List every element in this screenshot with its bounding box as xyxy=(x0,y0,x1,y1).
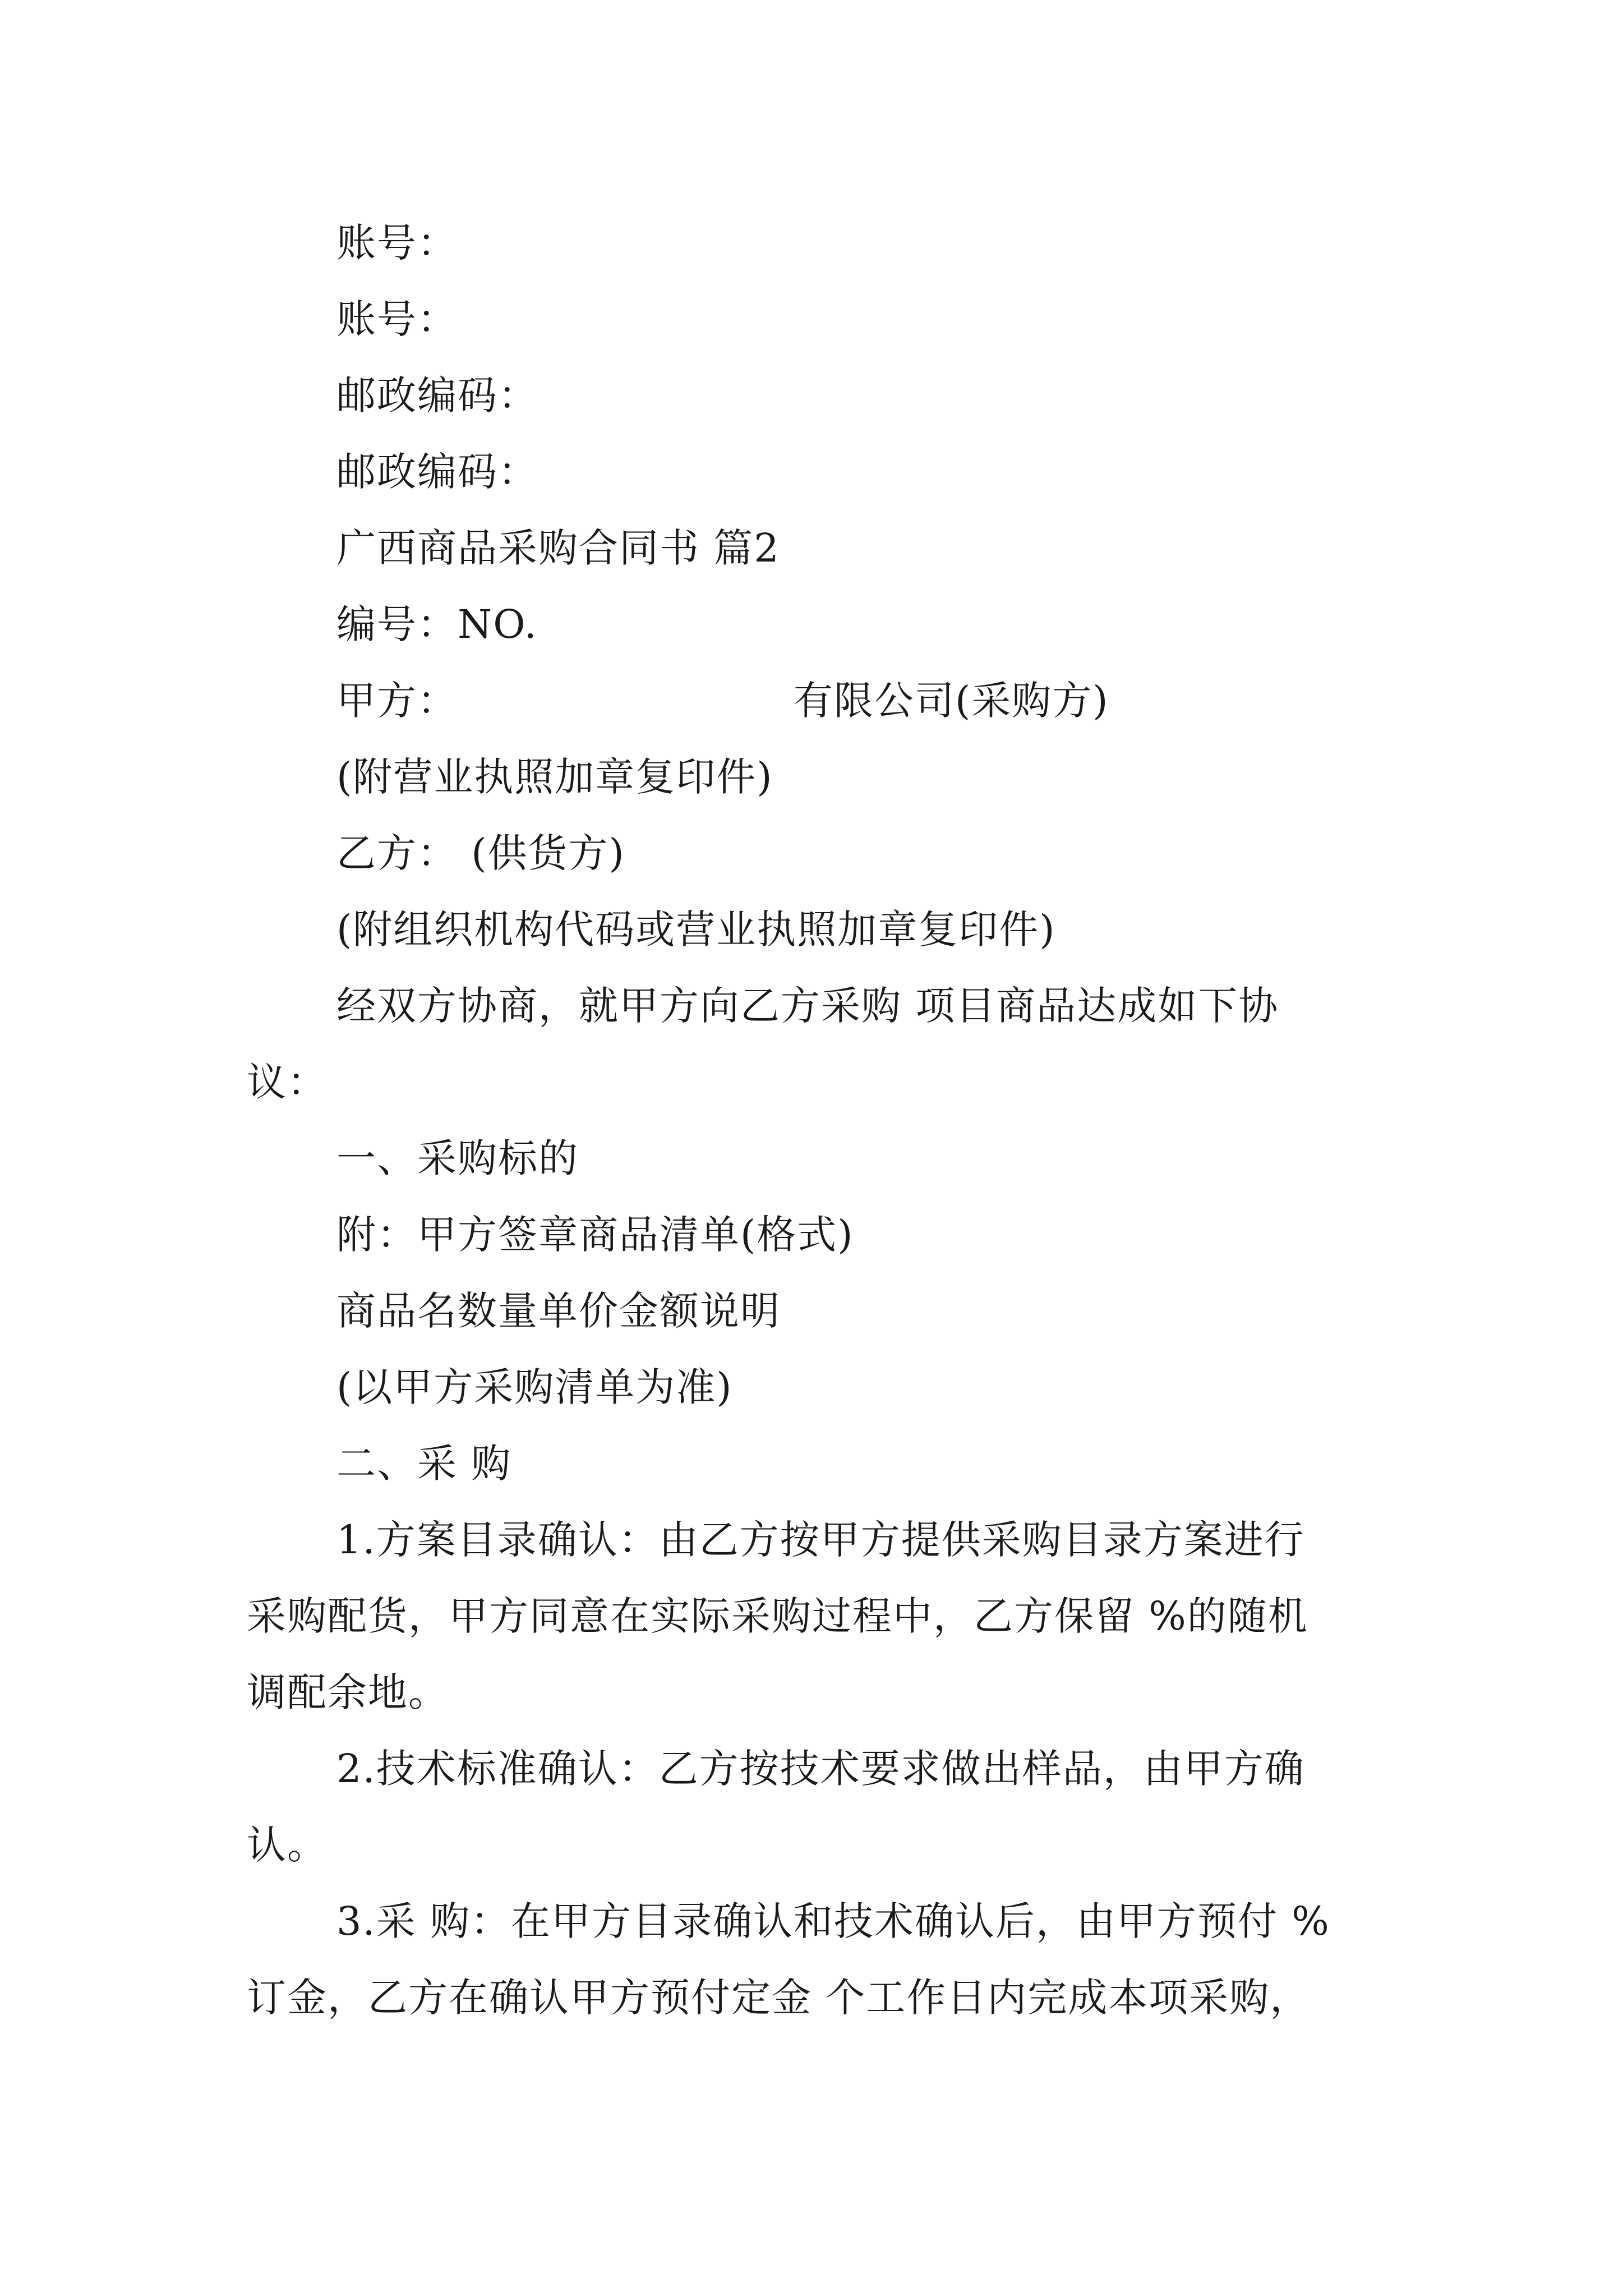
postal-code-line: 邮政编码： xyxy=(336,449,538,495)
contract-number-line: 编号：NO. xyxy=(336,601,538,647)
paragraph-line: 1.方案目录确认：由乙方按甲方提供采购目录方案进行 xyxy=(336,1517,1305,1563)
party-a-company: 有限公司(采购方) xyxy=(794,678,1109,724)
paragraph-line: 认。 xyxy=(247,1822,328,1868)
paragraph-line: 3.采 购：在甲方目录确认和技术确认后，由甲方预付 % xyxy=(336,1898,1330,1944)
account-number-line: 账号： xyxy=(336,296,458,342)
party-a-label: 甲方： xyxy=(336,678,458,724)
paragraph-line: 商品名数量单价金额说明 xyxy=(336,1288,781,1334)
party-a-note: (附营业执照加章复印件) xyxy=(336,754,773,800)
section-title: 广西商品采购合同书 篇2 xyxy=(336,525,780,571)
paragraph-line: 附：甲方签章商品清单(格式) xyxy=(336,1212,854,1258)
postal-code-line: 邮政编码： xyxy=(336,372,538,418)
paragraph-line: (以甲方采购清单为准) xyxy=(336,1364,733,1410)
paragraph-line: 采购配货，甲方同意在实际采购过程中，乙方保留 %的随机 xyxy=(247,1593,1308,1639)
paragraph-line: 经双方协商，就甲方向乙方采购 项目商品达成如下协 xyxy=(336,983,1279,1029)
party-b-line: 乙方： (供货方) xyxy=(336,830,625,876)
section-heading: 二、采 购 xyxy=(336,1441,512,1487)
section-heading: 一、采购标的 xyxy=(336,1135,579,1181)
account-number-line: 账号： xyxy=(336,220,458,266)
paragraph-line: 订金，乙方在确认甲方预付定金 个工作日内完成本项采购， xyxy=(247,1975,1311,2021)
party-b-note: (附组织机构代码或营业执照加章复印件) xyxy=(336,907,1056,953)
paragraph-line: 议： xyxy=(247,1059,328,1105)
paragraph-line: 2.技术标准确认：乙方按技术要求做出样品，由甲方确 xyxy=(336,1746,1305,1792)
paragraph-line: 调配余地。 xyxy=(247,1669,449,1715)
